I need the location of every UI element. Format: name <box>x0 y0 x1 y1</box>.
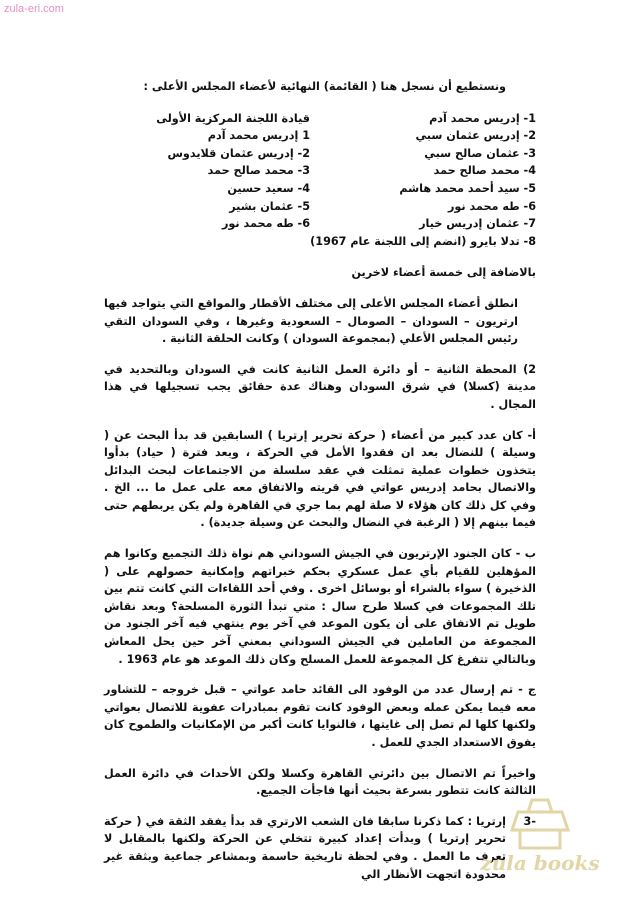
paragraph-finally: واخيراً تم الاتصال بين دائرتي القاهرة وكسلا ولكن الأحداث في دائرة العمل الثالثة كانت تتطور بسرعة بحيث أنها فاجأت الجميع. <box>104 766 536 798</box>
paragraph-spread: انطلق أعضاء المجلس الأعلى إلى مختلف الأقطار والمواقع التي يتواجد فيها ارتريون – السودان – الصومال – السعودية وغيرها ، وفي السودان التقي رئيس المجلس الأعلي (بمجموعة السودان ) وكانت الحلقة الثانية . <box>104 296 518 346</box>
document-page <box>104 62 536 883</box>
list-item: 8- تدلا بايرو (انضم إلى اللجنة عام 1967) <box>310 234 536 248</box>
site-watermark: zula-eri.com <box>4 3 64 15</box>
list-item: 1- إدريس محمد آدم <box>429 111 536 125</box>
list-item: 6- طه محمد نور <box>221 217 310 231</box>
member-lists <box>104 110 536 251</box>
central-committee-list <box>104 110 310 251</box>
list-item: 4- محمد صالح حمد <box>433 164 536 178</box>
list-item: 2- إدريس عثمان سبي <box>415 129 536 143</box>
list-item: 6- طه محمد نور <box>447 199 536 213</box>
list-item: 7- عثمان إدريس خيار <box>419 217 536 231</box>
page-title: ونستطيع أن نسجل هنا ( القائمة) النهائية لأعضاء المجلس الأعلى : <box>143 80 506 93</box>
list-item: 1 إدريس محمد آدم <box>207 129 310 143</box>
additional-members-note: بالاضافة إلى خمسة أعضاء لاخرين <box>351 266 536 280</box>
section-3-text: إرتريا : كما ذكرنا سابقا فان الشعب الارتري قد بدأ يفقد الثقة في ( حركة تحرير إرتريا ) وبدأت إعداد كبيرة تتخلي عن الحركة ولكنها بالمقابل لا تعرف ما العمل . وفي لحظة تاريخية حاسمة وبمشاعر جماعية وبثقة غير محدودة اتجهت الأنظار الي <box>104 814 506 881</box>
section-number: -3 <box>523 814 536 828</box>
list-item: 3- عثمان صالح سبي <box>424 146 536 160</box>
zula-books-logo <box>470 790 610 880</box>
supreme-council-list <box>310 110 536 251</box>
logo-text: zula books <box>480 851 600 875</box>
list-item: 3- محمد صالح حمد <box>207 164 310 178</box>
list-item: 5- عثمان بشير <box>229 199 310 213</box>
paragraph-a: أ- كان عدد كبير من أعضاء ( حركة تحرير إرتريا ) السابقين قد بدأ البحث عن ( وسيلة ) للنضال بعد ان فقدوا الأمل في الحركة ، وبعد فترة ( حياد) بدأوا يتخذون خطوات عملية تمثلت في عقد سلسلة من الاجتماعات لبحث البدائل والاتصال بحامد إدريس عواتي في قريته والاتفاق معه على عمل ما ... الخ . وفي كل ذلك كان هؤلاء لا صلة لهم بما جري في القاهرة ولم يكن يربطهم حتى فيما بينهم إلا ( الرغبة في النضال والبحث عن وسيلة جديدة) . <box>104 428 536 530</box>
list-item: 5- سيد أحمد محمد هاشم <box>399 181 536 195</box>
paragraph-c: ج - تم إرسال عدد من الوفود الى القائد حامد عواتي – قبل خروجه – للتشاور معه فيما يمكن عمله وبعض الوفود كانت تقوم بمبادرات عفوية للاتصال بعواتي ولكنها كلها لم تصل إلى غايتها ، فالنوايا كانت أكبر من الإمكانيات والطموح كان يفوق الاستعداد الجدي للعمل . <box>104 683 536 749</box>
list-item: 2- إدريس عثمان قلايدوس <box>167 146 310 160</box>
list-heading: قيادة اللجنة المركزية الأولى <box>156 111 310 125</box>
paragraph-station-2: 2) المحطة الثانية – أو دائرة العمل الثانية كانت في السودان وبالتحديد في مدينة (كسلا) في شرق السودان وهناك عدة حقائق يجب تسجيلها في هذا المجال . <box>104 362 536 411</box>
paragraph-b: ب - كان الجنود الإرتريون في الجيش السوداني هم نواة ذلك التجميع وكانوا هم المؤهلين للقيام بأي عمل عسكري بحكم خبراتهم وإمكانية حصولهم على ( الذخيرة ) سواء بالشراء أو بوسائل اخرى . وفي أحد اللقاءات التي كانت تتم بين تلك المجموعات في كسلا طرح سال : متي تبدأ الثورة المسلحة؟ وبعد نقاش طويل تم الاتفاق على أن يكون الموعد في آخر يوم ينتهي فيه آخر الجنود من المجموعة من العاملين في الجيش السوداني بمعني آخر حين يحل المعاش وبالتالي تتفرغ كل المجموعة للعمل المسلح وكان ذلك الموعد هو عام 1963 . <box>104 547 536 666</box>
list-item: 4- سعيد حسين <box>227 181 310 195</box>
